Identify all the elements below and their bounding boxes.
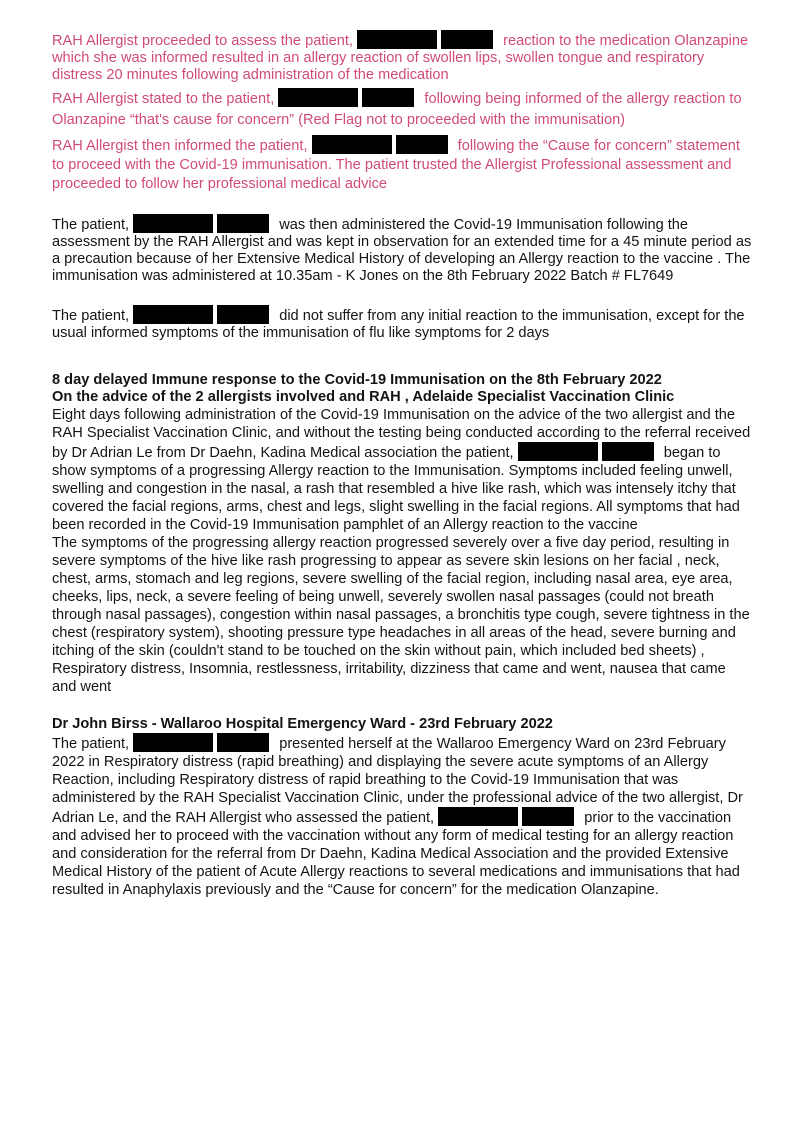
admin-p1-start: The patient, — [52, 217, 130, 233]
redaction-box — [518, 442, 598, 461]
pink-p1-end: Olanzapine which she was informed resulted in an allergy reaction of swollen lips, swollen tongue and respiratory distress 20 minutes following administration of the medication — [52, 33, 749, 83]
admin-p2-start: The patient, — [52, 308, 130, 324]
delayed-paragraph-2: The symptoms of the progressing allergy reaction progressed severely over a five day period, resulting in severe symptoms of the hive like rash progressing to appear as severe skin lesions on her facial , neck, chest, arms, stomach and leg regions, severe swelling of the facial region, including nasal area, eye area, cheeks, lips, neck, a severe feeling of being unwell, severely swollen nasal passages (could not breath through nasal passages), congestion within nasal passages, a bronchitis type cough, severe tightness in the chest (respiratory system), shooting pressure type headaches in all areas of the head, severe burning and itching of the skin (couldn't stand to be touched on the skin without pain, which included bed sheets) , Respiratory distress, Insomnia, restlessness, irritability, dizziness that came and went, nausea that came and went — [52, 535, 750, 695]
redaction-box — [217, 733, 269, 752]
redaction-box — [133, 733, 213, 752]
redaction-box — [362, 88, 414, 107]
pink-p3-end: following the “Cause for concern” statement to proceed with the Covid-19 immunisation. The patient trusted the Allergist Professional assessment and proceeded to follow her professional medical advice — [52, 138, 740, 192]
pink-p2-start: RAH Allergist stated to the patient, — [52, 91, 275, 107]
redaction-box — [602, 442, 654, 461]
section-heading-emergency: Dr John Birss - Wallaroo Hospital Emergency Ward - 23rd February 2022 — [52, 716, 553, 732]
emergency-p1-end: prior to the vaccination and advised her to proceed with the vaccination without any form of medical testing for an allergy reaction and consideration for the referral from Dr Daehn, Kadina Medical Association and the provided Extensive Medical History of the patient of Acute Allergy reactions to several medications and immunisations that had resulted in Anaphylaxis previously and the “Cause for concern” for the medication Olanzapine. — [52, 810, 740, 898]
redaction-box — [133, 305, 213, 324]
admin-paragraph-2 — [52, 305, 752, 342]
emergency-paragraph — [52, 733, 752, 899]
admin-p1-end: was then administered the Covid-19 Immunisation following the assessment by the RAH Allergist and was kept in observation for an extended time for a 45 minute period as a precaution because of her Extensive Medical History of developing an Allergy reaction to the vaccine . The immunisation was administered at 10.35am - K Jones on the 8th February 2022 Batch # FL7649 — [52, 217, 752, 284]
document-page — [52, 30, 752, 899]
pink-paragraph-3 — [52, 135, 752, 194]
pink-paragraph-2 — [52, 88, 752, 131]
pink-paragraph-1 — [52, 30, 752, 84]
admin-paragraph-1 — [52, 214, 752, 285]
emergency-ward-section — [52, 716, 752, 899]
section-heading-delayed: 8 day delayed Immune response to the Covid-19 Immunisation on the 8th February 2022 — [52, 372, 662, 388]
emergency-p1-start: The patient, — [52, 736, 130, 752]
redaction-box — [312, 135, 392, 154]
redaction-box — [217, 305, 269, 324]
redaction-box — [522, 807, 574, 826]
delayed-paragraph-1 — [52, 406, 752, 534]
redaction-box — [441, 30, 493, 49]
pink-p1-start: RAH Allergist proceeded to assess the patient, — [52, 33, 353, 49]
redaction-box — [438, 807, 518, 826]
delayed-p1-end: began to show symptoms of a progressing Allergy reaction to the Immunisation. Symptoms included feeling unwell, swelling and congestion in the nasal, a rash that resembled a hive like rash, which was intensely itchy that covered the facial regions, arms, chest and legs, slight swelling in the facial regions. All symptoms that had been recorded in the Covid-19 Immunisation pamphlet of an Allergy reaction to the vaccine — [52, 445, 740, 533]
section-subheading-advice: On the advice of the 2 allergists involved and RAH , Adelaide Specialist Vaccination Clinic — [52, 389, 675, 405]
delayed-response-section — [52, 372, 752, 696]
admin-p2-end: did not suffer from any initial reaction to the immunisation, except for the usual informed symptoms of the immunisation of flu like symptoms for 2 days — [52, 308, 745, 341]
redaction-box — [278, 88, 358, 107]
redaction-box — [357, 30, 437, 49]
redaction-box — [396, 135, 448, 154]
pink-p3-start: RAH Allergist then informed the patient, — [52, 138, 308, 154]
emergency-p1-mid: presented herself at the Wallaroo Emergency Ward on 23rd February 2022 in Respiratory distress (rapid breathing) and displaying the severe acute symptoms of an Allergy Reaction, including Respiratory distress of rapid breathing to the Covid-19 Immunisation that was administered by the RAH Specialist Vaccination Clinic, under the professional advice of the two allergist, Dr Adrian Le, and the RAH Allergist who assessed the patient, — [52, 736, 743, 826]
delayed-p1-start: Eight days following administration of the Covid-19 Immunisation on the advice of the two allergist and the RAH Specialist Vaccination Clinic, and without the testing being conducted according to the referral received by Dr Adrian Le from Dr Daehn, Kadina Medical association the patient, — [52, 407, 751, 461]
pink-p1-mid: reaction to the medication — [503, 33, 671, 49]
redaction-box — [217, 214, 269, 233]
administration-block — [52, 214, 752, 342]
redaction-box — [133, 214, 213, 233]
pink-p2-end: following being informed of the allergy reaction to Olanzapine “that's cause for concern” (Red Flag not to proceeded with the immunisation) — [52, 91, 742, 128]
pink-allergist-block — [52, 30, 752, 194]
